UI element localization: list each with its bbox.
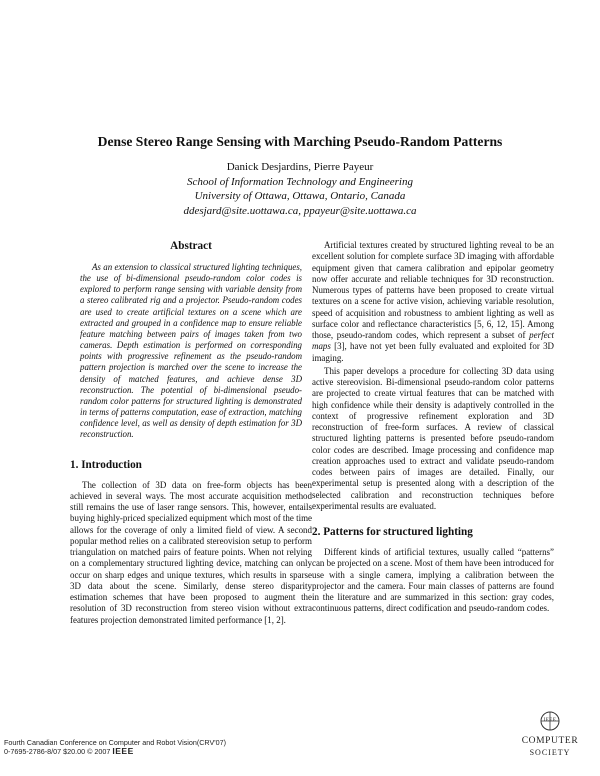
right-paragraph-1	[312, 240, 554, 364]
isbn-text: 0-7695-2786-8/07 $20.00 © 2007	[4, 747, 111, 756]
section-1-heading: 1. Introduction	[70, 458, 142, 471]
section-2-paragraph: Different kinds of artificial textures, usually called “patterns” can be projected on a scene. Most of them have been introduced for use with a single camera, implying a calibration between the projector and the camera. Four main classes of patterns are found in the literature and are summarized in this section: gray codes, continuous patterns, direct codification and pseudo-random codes.	[312, 547, 554, 614]
right-p1-end: [3], have not yet been fully evaluated and exploited for 3D imaging.	[312, 341, 554, 363]
abstract-heading: Abstract	[170, 240, 212, 252]
isbn-line	[4, 747, 424, 756]
conference-line: Fourth Canadian Conference on Computer and Robot Vision(CRV'07)	[4, 738, 227, 747]
author-emails: ddesjard@site.uottawa.ca, ppayeur@site.uottawa.ca	[183, 204, 417, 217]
right-p1-start: Artificial textures created by structured lighting reveal to be an excellent solution for complete surface 3D imaging with affordable equipment given that camera calibration and epipolar geometry now offer accurate and reliable techniques for 3D reconstruction. Numerous types of patterns have been proposed to create virtual textures on a scene for active vision, achieving variable resolution, speed of acquisition and robustness to ambient lighting as well as surface color and reflectance characteristics [5, 6, 12, 15]. Among those, pseudo-random codes, which represent a subset of	[312, 240, 554, 340]
right-column	[312, 240, 554, 615]
left-column	[70, 240, 312, 626]
affiliation: School of Information Technology and Engineering	[187, 175, 413, 188]
section-2-heading: 2. Patterns for structured lighting	[312, 526, 473, 538]
paper-title: Dense Stereo Range Sensing with Marching Pseudo-Random Patterns	[97, 134, 503, 149]
logo-middle-text: COMPUTER	[521, 736, 579, 746]
page-footer	[4, 738, 424, 756]
ieee-mark: IEEE	[112, 746, 134, 756]
author-names: Danick Desjardins, Pierre Payeur	[226, 161, 374, 173]
abstract-text: As an extension to classical structured lighting techniques, the use of bi-dimensional pseudo-random color codes is explored to perform range sensing with variable density from a stereo calibrated rig and a projector. Pseudo-random codes are used to create artificial textures on a scene which are extracted and grouped in a confidence map to ensure reliable feature matching between pairs of images taken from two cameras. Depth estimation is performed on corresponding points with progressive refinement as the pseudo-random pattern projection is marched over the scene to increase the density of matched features, and achieve dense 3D reconstruction. The potential of bi-dimensional pseudo-random color patterns for structured lighting is demonstrated in terms of patterns computation, ease of extraction, matching confidence level, as well as density of depth estimation for 3D reconstruction.	[80, 262, 302, 440]
university: University of Ottawa, Ottawa, Ontario, Canada	[194, 190, 406, 202]
abstract-body	[80, 262, 302, 441]
logo-top-text: IEEE	[543, 718, 557, 723]
right-paragraph-2: This paper develops a procedure for collecting 3D data using active stereovision. Bi-dimensional pseudo-random color patterns are projected to create virtual features that can be matched with high confidence while their density is adaptively controlled in the context of progressive refinement exploration and 3D reconstruction of free-form surfaces. A review of classical structured lighting patterns is presented before pseudo-random color codes are described. Image processing and confidence map creation approaches used to extract and validate pseudo-random codes between pairs of images are detailed. Finally, our experimental setup is presented along with a description of the selected calibration and reconstruction techniques before experimental results are evaluated.	[312, 365, 554, 511]
computer-society-logo	[510, 708, 590, 768]
perfect-maps-term: perfect maps	[312, 330, 554, 352]
author-block	[0, 160, 600, 218]
logo-bottom-text: SOCIETY	[529, 748, 571, 757]
intro-paragraph: The collection of 3D data on free-form objects has been achieved in several ways. The most accurate acquisition method still remains the use of laser range sensors. This, however, entails buying highly-priced specialized equipment which most of the time allows for the coverage of only a limited field of view. A second popular method relies on a calibrated stereovision setup to perform triangulation on matched pairs of feature points. When not relying on a complementary structured lighting device, matching can only occur on sharp edges and unique textures, which results in sparse 3D data about the scene. Similarly, dense stereo disparity estimation schemes that have been proposed to augment the resolution of 3D reconstruction from stereo vision without extra features projection demonstrated limited performance [1, 2].	[70, 479, 312, 625]
